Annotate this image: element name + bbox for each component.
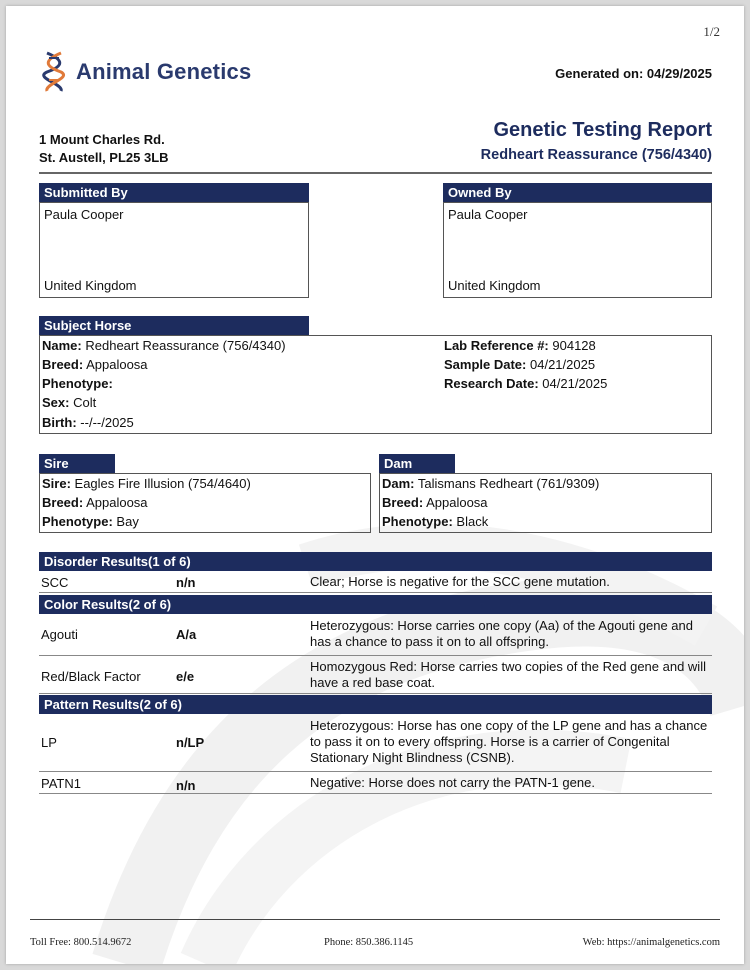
owned-by-name: Paula Cooper bbox=[448, 207, 528, 222]
page-number: 1/2 bbox=[703, 24, 720, 39]
address-line2: St. Austell, PL25 3LB bbox=[39, 150, 169, 165]
footer-phone: Phone: 850.386.1145 bbox=[324, 937, 414, 948]
submitted-by-country: United Kingdom bbox=[44, 278, 137, 293]
generated-on bbox=[555, 66, 712, 81]
dam-header: Dam bbox=[379, 454, 455, 473]
sire-name: Sire: Eagles Fire Illusion (754/4640) bbox=[42, 476, 251, 491]
disorder-results-header: Disorder Results(1 of 6) bbox=[39, 552, 712, 571]
table-row bbox=[39, 714, 712, 772]
generated-date: 04/29/2025 bbox=[646, 66, 712, 81]
brand-name: Animal Genetics bbox=[76, 59, 252, 84]
test-result: n/LP bbox=[176, 735, 205, 750]
report-title: Genetic Testing Report bbox=[493, 119, 712, 141]
sire-header: Sire bbox=[39, 454, 115, 473]
test-name: Red/Black Factor bbox=[41, 669, 141, 684]
header-divider bbox=[39, 172, 712, 174]
research-date: Research Date: 04/21/2025 bbox=[444, 376, 608, 391]
sample-date: Sample Date: 04/21/2025 bbox=[444, 357, 596, 372]
dam-name: Dam: Talismans Redheart (761/9309) bbox=[382, 476, 600, 491]
dam-phenotype: Phenotype: Black bbox=[382, 514, 489, 529]
owned-by-box bbox=[443, 202, 712, 298]
table-row bbox=[39, 614, 712, 656]
submitted-by-header: Submitted By bbox=[39, 183, 309, 202]
test-name: PATN1 bbox=[41, 776, 81, 791]
pattern-results-header: Pattern Results(2 of 6) bbox=[39, 695, 712, 714]
subject-sex: Sex: Colt bbox=[42, 395, 97, 410]
test-name: LP bbox=[41, 735, 57, 750]
submitted-by-box bbox=[39, 202, 309, 298]
dam-box bbox=[379, 473, 712, 533]
owned-by-header: Owned By bbox=[443, 183, 712, 202]
test-description: Negative: Horse does not carry the PATN-1 gene. bbox=[310, 775, 595, 790]
brand-logo bbox=[42, 50, 251, 94]
test-result: n/n bbox=[176, 778, 196, 793]
submitted-by-section bbox=[39, 183, 309, 298]
owned-by-section bbox=[443, 183, 712, 298]
color-results-header: Color Results(2 of 6) bbox=[39, 595, 712, 614]
lab-address bbox=[39, 131, 169, 167]
table-row bbox=[39, 571, 712, 593]
dna-helix-icon bbox=[42, 50, 66, 94]
generated-label: Generated on: bbox=[555, 66, 644, 81]
subject-birth: Birth: --/--/2025 bbox=[42, 415, 134, 430]
lab-reference: Lab Reference #: 904128 bbox=[444, 338, 596, 353]
sire-phenotype: Phenotype: Bay bbox=[42, 514, 139, 529]
test-result: A/a bbox=[176, 627, 197, 642]
report-subtitle: Redheart Reassurance (756/4340) bbox=[480, 147, 712, 163]
subject-name: Name: Redheart Reassurance (756/4340) bbox=[42, 338, 286, 353]
test-name: SCC bbox=[41, 575, 69, 590]
test-result: n/n bbox=[176, 575, 196, 590]
footer-web-link[interactable]: Web: https://animalgenetics.com bbox=[582, 937, 720, 948]
subject-horse-header: Subject Horse bbox=[39, 316, 309, 335]
subject-horse-box bbox=[39, 335, 712, 434]
sire-breed: Breed: Appaloosa bbox=[42, 495, 148, 510]
test-description: Homozygous Red: Horse carries two copies of the Red gene and will have a red base coat. bbox=[310, 659, 706, 690]
owned-by-country: United Kingdom bbox=[448, 278, 541, 293]
subject-phenotype: Phenotype: bbox=[42, 376, 113, 391]
test-description: Clear; Horse is negative for the SCC gene mutation. bbox=[310, 574, 610, 589]
address-line1: 1 Mount Charles Rd. bbox=[39, 132, 165, 147]
test-description: Heterozygous: Horse has one copy of the LP gene and has a chance to pass it on to every offspring. Horse is a carrier of Congenital Stationary Night Blindness (CSNB). bbox=[310, 718, 708, 765]
footer-toll-free: Toll Free: 800.514.9672 bbox=[30, 937, 132, 948]
table-row bbox=[39, 656, 712, 694]
sire-box bbox=[39, 473, 371, 533]
test-description: Heterozygous: Horse carries one copy (Aa) of the Agouti gene and has a chance to pass it on to all offspring. bbox=[310, 618, 693, 649]
dam-breed: Breed: Appaloosa bbox=[382, 495, 488, 510]
test-name: Agouti bbox=[41, 627, 78, 642]
test-result: e/e bbox=[176, 669, 195, 684]
submitted-by-name: Paula Cooper bbox=[44, 207, 124, 222]
subject-breed: Breed: Appaloosa bbox=[42, 357, 148, 372]
report-page bbox=[6, 6, 744, 964]
table-row bbox=[39, 772, 712, 794]
footer-divider bbox=[30, 919, 720, 920]
